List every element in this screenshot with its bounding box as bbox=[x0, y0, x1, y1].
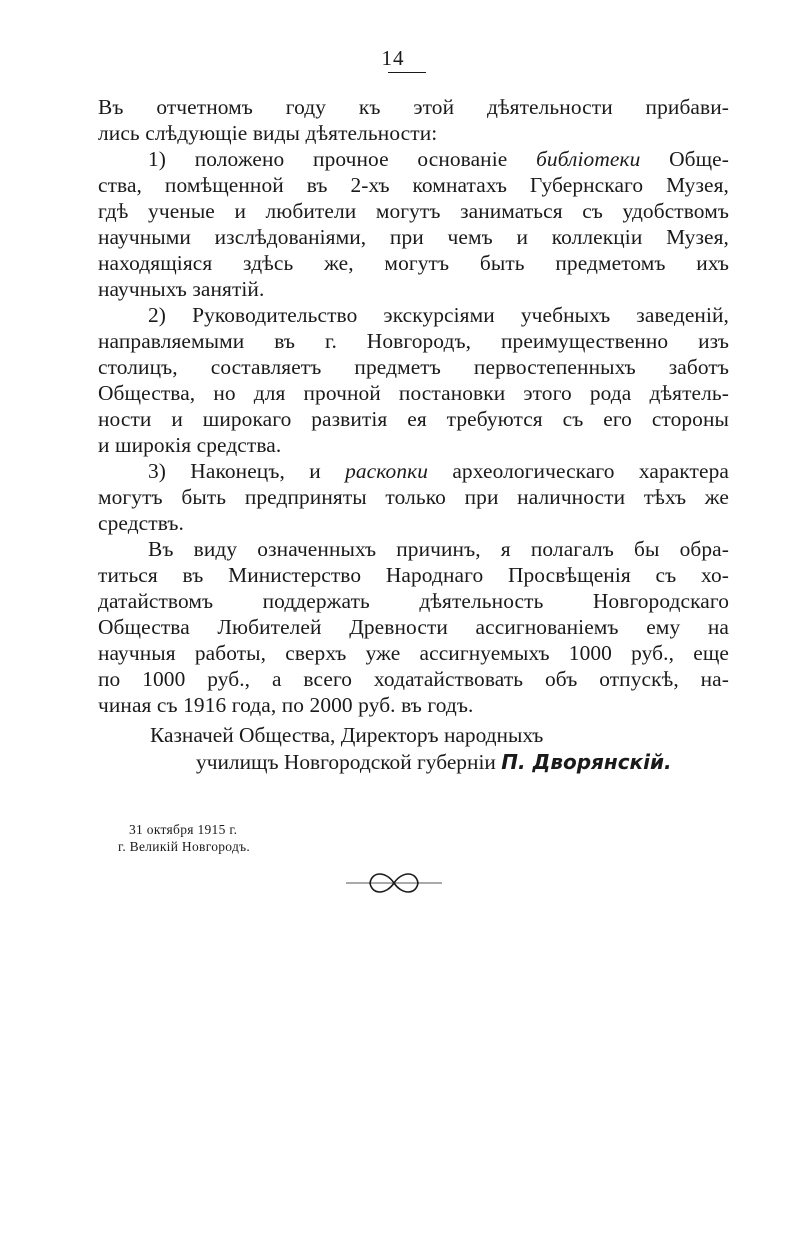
emphasis-text: раскопки bbox=[345, 459, 429, 483]
text-line bbox=[98, 484, 729, 510]
text-run: лись слѣдующіе виды дѣятельности: bbox=[98, 121, 438, 145]
signature-name: П. Дворянскій. bbox=[501, 750, 672, 774]
text-line bbox=[98, 666, 729, 692]
signature-title-text: училищъ Новгородской губерніи bbox=[196, 750, 496, 774]
text-run: и широкія средства. bbox=[98, 433, 282, 457]
text-line bbox=[98, 354, 729, 380]
text-line bbox=[98, 406, 729, 432]
text-run: гдѣ ученые и любители могутъ заниматься съ удобствомъ bbox=[98, 199, 729, 223]
text-run: ства, помѣщенной въ 2-хъ комнатахъ Губернскаго Музея, bbox=[98, 173, 729, 197]
text-run: столицъ, составляетъ предметъ первостепенныхъ заботъ bbox=[98, 355, 729, 379]
signature-title-line-2 bbox=[196, 749, 672, 775]
text-run: Въ отчетномъ году къ этой дѣятельности прибави- bbox=[98, 95, 729, 119]
text-run: научными изслѣдованіями, при чемъ и коллекціи Музея, bbox=[98, 225, 729, 249]
page-number: 14 bbox=[381, 46, 405, 70]
text-run: Въ виду означенныхъ причинъ, я полагалъ бы обра- bbox=[148, 537, 729, 561]
text-run: могутъ быть предприняты только при наличности тѣхъ же bbox=[98, 485, 729, 509]
text-run: средствъ. bbox=[98, 511, 185, 535]
text-run: чиная съ 1916 года, по 2000 руб. въ годъ. bbox=[98, 693, 474, 717]
text-line bbox=[98, 562, 729, 588]
text-line bbox=[98, 692, 729, 718]
ornament-divider bbox=[346, 866, 442, 900]
text-run: датайствомъ поддержать дѣятельность Новгородскаго bbox=[98, 589, 729, 613]
text-line bbox=[98, 276, 729, 302]
text-line bbox=[98, 172, 729, 198]
text-run: направляемыми въ г. Новгородъ, преимущественно изъ bbox=[98, 329, 729, 353]
dateline-date: 31 октября 1915 г. bbox=[129, 822, 238, 837]
text-line bbox=[98, 94, 729, 120]
text-line bbox=[98, 588, 729, 614]
text-line bbox=[98, 120, 729, 146]
text-line bbox=[98, 510, 729, 536]
text-run: Общества, но для прочной постановки этого рода дѣятель- bbox=[98, 381, 729, 405]
text-line bbox=[148, 302, 729, 328]
text-line bbox=[98, 432, 729, 458]
page-number-rule bbox=[388, 72, 426, 73]
text-run: Общества Любителей Древности ассигнованіемъ ему на bbox=[98, 615, 729, 639]
text-line bbox=[148, 536, 729, 562]
text-run: титься въ Министерство Народнаго Просвѣщенія съ хо- bbox=[98, 563, 729, 587]
text-line bbox=[148, 458, 729, 484]
text-line bbox=[148, 146, 729, 172]
text-run: 1) положено прочное основаніе bbox=[148, 147, 537, 171]
text-run: находящіяся здѣсь же, могутъ быть предметомъ ихъ bbox=[98, 251, 729, 275]
text-run: по 1000 руб., а всего ходатайствовать объ отпускѣ, на- bbox=[98, 667, 729, 691]
text-line bbox=[98, 614, 729, 640]
text-line bbox=[98, 380, 729, 406]
text-line bbox=[98, 328, 729, 354]
text-run: ности и широкаго развитія ея требуются съ его стороны bbox=[98, 407, 729, 431]
emphasis-text: библіотеки bbox=[536, 147, 641, 171]
text-run: Обще- bbox=[640, 147, 729, 171]
text-line bbox=[98, 224, 729, 250]
text-line bbox=[98, 198, 729, 224]
text-line bbox=[98, 640, 729, 666]
text-run: научныя работы, сверхъ уже ассигнуемыхъ 1000 руб., еще bbox=[98, 641, 729, 665]
dateline-place: г. Великій Новгородъ. bbox=[118, 839, 251, 854]
text-run: научныхъ занятій. bbox=[98, 277, 265, 301]
text-run: 3) Наконецъ, и bbox=[148, 459, 346, 483]
text-line bbox=[98, 250, 729, 276]
text-run: археологическаго характера bbox=[428, 459, 729, 483]
signature-title-line-1: Казначей Общества, Директоръ народныхъ bbox=[150, 723, 544, 747]
text-run: 2) Руководительство экскурсіями учебныхъ заведеній, bbox=[148, 303, 729, 327]
